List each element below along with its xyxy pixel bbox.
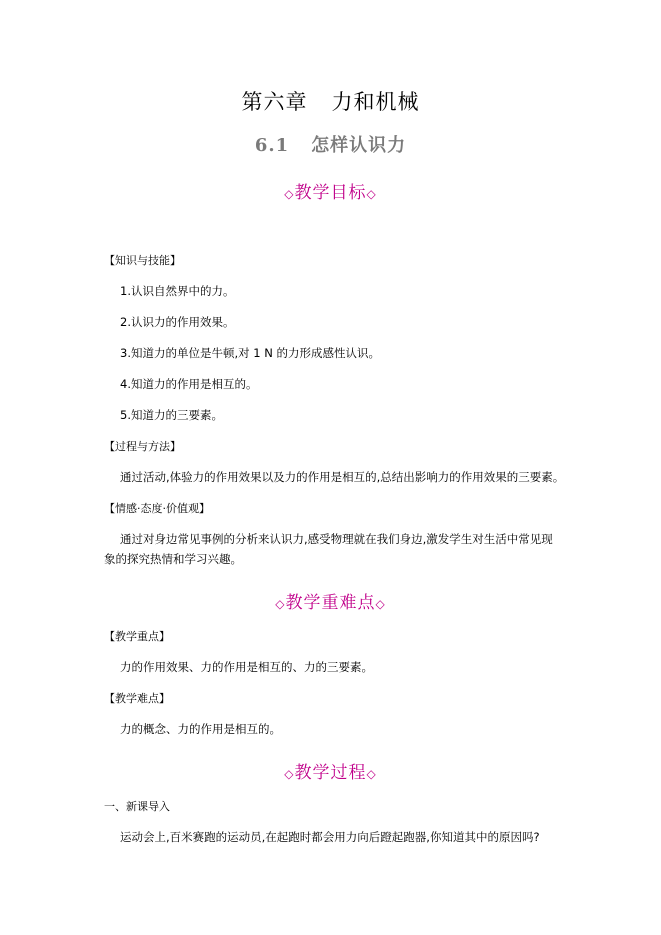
new-lesson-intro-text: 运动会上,百米赛跑的运动员,在起跑时都会用力向后蹬起跑器,你知道其中的原因吗? [120,830,540,844]
teaching-difficulty-label: 【教学难点】 [104,692,170,705]
process-methods-text: 通过活动,体验力的作用效果以及力的作用是相互的,总结出影响力的作用效果的三要素。 [120,470,565,484]
goal-item-4: 4.知道力的作用是相互的。 [120,377,258,391]
knowledge-skills-label: 【知识与技能】 [104,254,181,267]
heading-key-difficult-points: ◇教学重难点◇ [275,593,386,613]
chapter-number: 第六章 [241,90,308,114]
diamond-icon: ◇ [284,767,295,781]
diamond-icon: ◇ [275,597,286,611]
chapter-name: 力和机械 [331,90,420,114]
new-lesson-intro-label: 一、新课导入 [104,800,170,813]
diamond-icon: ◇ [366,767,377,781]
teaching-focus-text: 力的作用效果、力的作用是相互的、力的三要素。 [120,660,373,674]
goal-item-3: 3.知道力的单位是牛顿,对 1 N 的力形成感性认识。 [120,346,381,360]
section-name: 怎样认识力 [311,135,407,156]
teaching-focus-label: 【教学重点】 [104,630,170,643]
diamond-icon: ◇ [284,187,295,201]
process-methods-label: 【过程与方法】 [104,440,181,453]
goal-item-2: 2.认识力的作用效果。 [120,315,235,329]
emotion-values-text-line1: 通过对身边常见事例的分析来认识力,感受物理就在我们身边,激发学生对生活中常见现 [120,532,553,546]
heading-teaching-goals: ◇教学目标◇ [284,183,377,203]
emotion-values-text-line2: 象的探究热情和学习兴趣。 [104,552,242,566]
heading-teaching-process: ◇教学过程◇ [284,763,377,783]
diamond-icon: ◇ [375,597,386,611]
goal-item-1: 1.认识自然界中的力。 [120,284,235,298]
teaching-difficulty-text: 力的概念、力的作用是相互的。 [120,722,281,736]
goal-item-5: 5.知道力的三要素。 [120,408,223,422]
section-number: 6.1 [254,135,290,156]
diamond-icon: ◇ [366,187,377,201]
section-title [0,131,661,157]
emotion-values-label: 【情感·态度·价值观】 [104,502,210,515]
chapter-title [0,86,661,116]
